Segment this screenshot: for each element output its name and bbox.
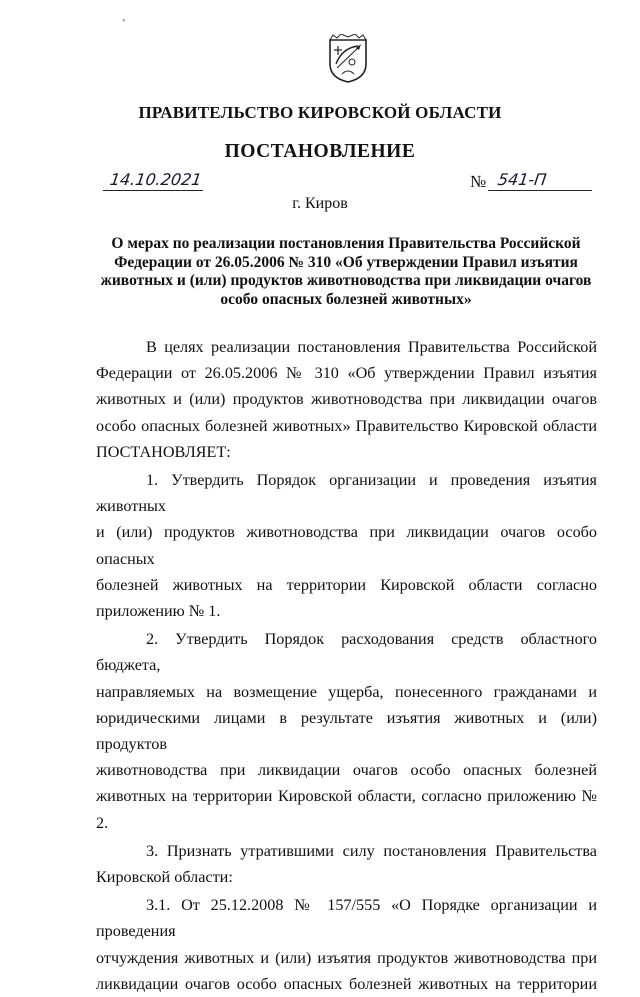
body-line: отчуждения животных и (или) изъятия продуктов животноводства при <box>96 948 597 967</box>
number-label: № <box>470 172 487 191</box>
title-line: животных и (или) продуктов животноводства при ликвидации очагов <box>100 272 592 289</box>
body-line: 3. Признать утратившими силу постановления Правительства <box>146 841 597 860</box>
body-line: животных на территории Кировской области, согласно приложению № 2. <box>96 787 597 832</box>
decree-title <box>96 235 596 309</box>
city: г. Киров <box>292 195 348 212</box>
decree-number: 541-П <box>496 170 548 189</box>
decree-date: 14.10.2021 <box>108 170 203 189</box>
title-line: О мерах по реализации постановления Правительства Российской <box>111 235 581 252</box>
body-line: животноводства при ликвидации очагов особо опасных болезней <box>96 761 597 780</box>
body-line: 2. Утвердить Порядок расходования средств областного бюджета, <box>96 630 597 675</box>
body-line: ПОСТАНОВЛЯЕТ: <box>96 442 231 461</box>
government-name: ПРАВИТЕЛЬСТВО КИРОВСКОЙ ОБЛАСТИ <box>138 103 502 122</box>
body-line: Федерации от 26.05.2006 № 310 «Об утверждении Правил изъятия <box>96 364 597 383</box>
body-line: особо опасных болезней животных» Правительство Кировской области <box>96 416 597 435</box>
body-line: 1. Утвердить Порядок организации и проведения изъятия животных <box>96 471 597 516</box>
body-line: ликвидации очагов особо опасных болезней животных на территории <box>96 974 597 993</box>
body-line: приложению № 1. <box>96 602 221 621</box>
body-line: В целях реализации постановления Правительства Российской <box>146 338 597 356</box>
title-line: особо опасных болезней животных» <box>220 290 472 308</box>
number-underline <box>488 190 592 191</box>
body-line: направляемых на возмещение ущерба, понесенного гражданами и <box>96 682 597 701</box>
body-line: 3.1. От 25.12.2008 № 157/555 «О Порядке организации и проведения <box>96 896 597 941</box>
body-line: юридическими лицами в результате изъятия животных и (или) продуктов <box>96 708 597 754</box>
body-line: животных и (или) продуктов животноводства при ликвидации очагов <box>96 390 597 409</box>
scan-speck: • <box>122 16 126 27</box>
coat-of-arms-icon <box>328 34 368 84</box>
body-line: болезней животных на территории Кировской области согласно <box>96 575 597 594</box>
body-line: и (или) продуктов животноводства при ликвидации очагов особо опасных <box>96 523 597 568</box>
body-line: Кировской области: <box>96 868 233 887</box>
decree-body <box>96 334 597 997</box>
date-underline <box>103 190 203 191</box>
document-type: ПОСТАНОВЛЕНИЕ <box>224 141 416 162</box>
title-line: Федерации от 26.05.2006 № 310 «Об утверждении Правил изъятия <box>114 253 578 271</box>
